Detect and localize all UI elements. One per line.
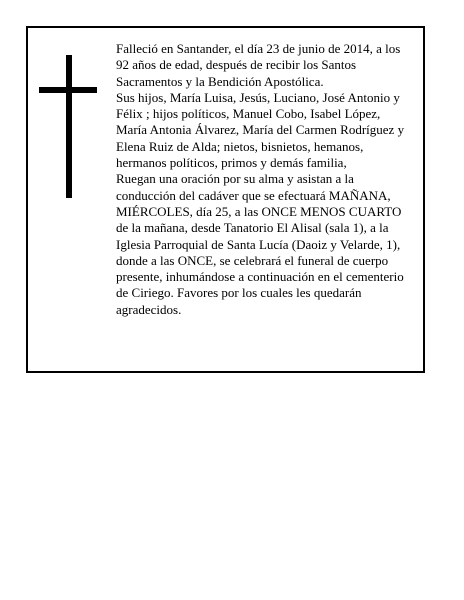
notice-line: donde a las ONCE, se celebrará el funeral de cuerpo [116,252,389,268]
notice-line: Elena Ruiz de Alda; nietos, bisnietos, hemanos, [116,138,364,154]
notice-line: conducción del cadáver que se efectuará MAÑANA, [116,187,391,203]
notice-line: hermanos políticos, primos y demás familia, [116,155,347,171]
notice-line: Falleció en Santander, el día 23 de junio de 2014, a los [116,41,401,56]
notice-line: Félix ; hijos políticos, Manuel Cobo, Isabel López, [116,106,381,122]
notice-line: Sus hijos, María Luisa, Jesús, Luciano, José Antonio y [116,89,400,105]
notice-line: María Antonia Álvarez, María del Carmen Rodríguez y [116,122,405,138]
notice-line: Sacramentos y la Bendición Apostólica. [116,73,324,89]
notice-line: de Ciriego. Favores por los cuales les quedarán [116,285,362,301]
notice-line: 92 años de edad, después de recibir los Santos [116,57,357,73]
notice-line: MIÉRCOLES, día 25, a las ONCE MENOS CUARTO [116,203,402,219]
notice-line: de la mañana, desde Tanatorio El Alisal (sala 1), a la [116,220,389,236]
notice-text [116,41,421,318]
notice-line: Ruegan una oración por su alma y asistan a la [116,171,354,187]
obituary-notice [26,26,425,373]
cross-vertical-bar [66,55,72,198]
notice-line: agradecidos. [116,301,182,317]
notice-line: Iglesia Parroquial de Santa Lucía (Daoiz y Velarde, 1), [116,236,401,252]
notice-line: presente, inhumándose a continuación en el cementerio [116,269,404,285]
cross-horizontal-bar [39,87,97,93]
